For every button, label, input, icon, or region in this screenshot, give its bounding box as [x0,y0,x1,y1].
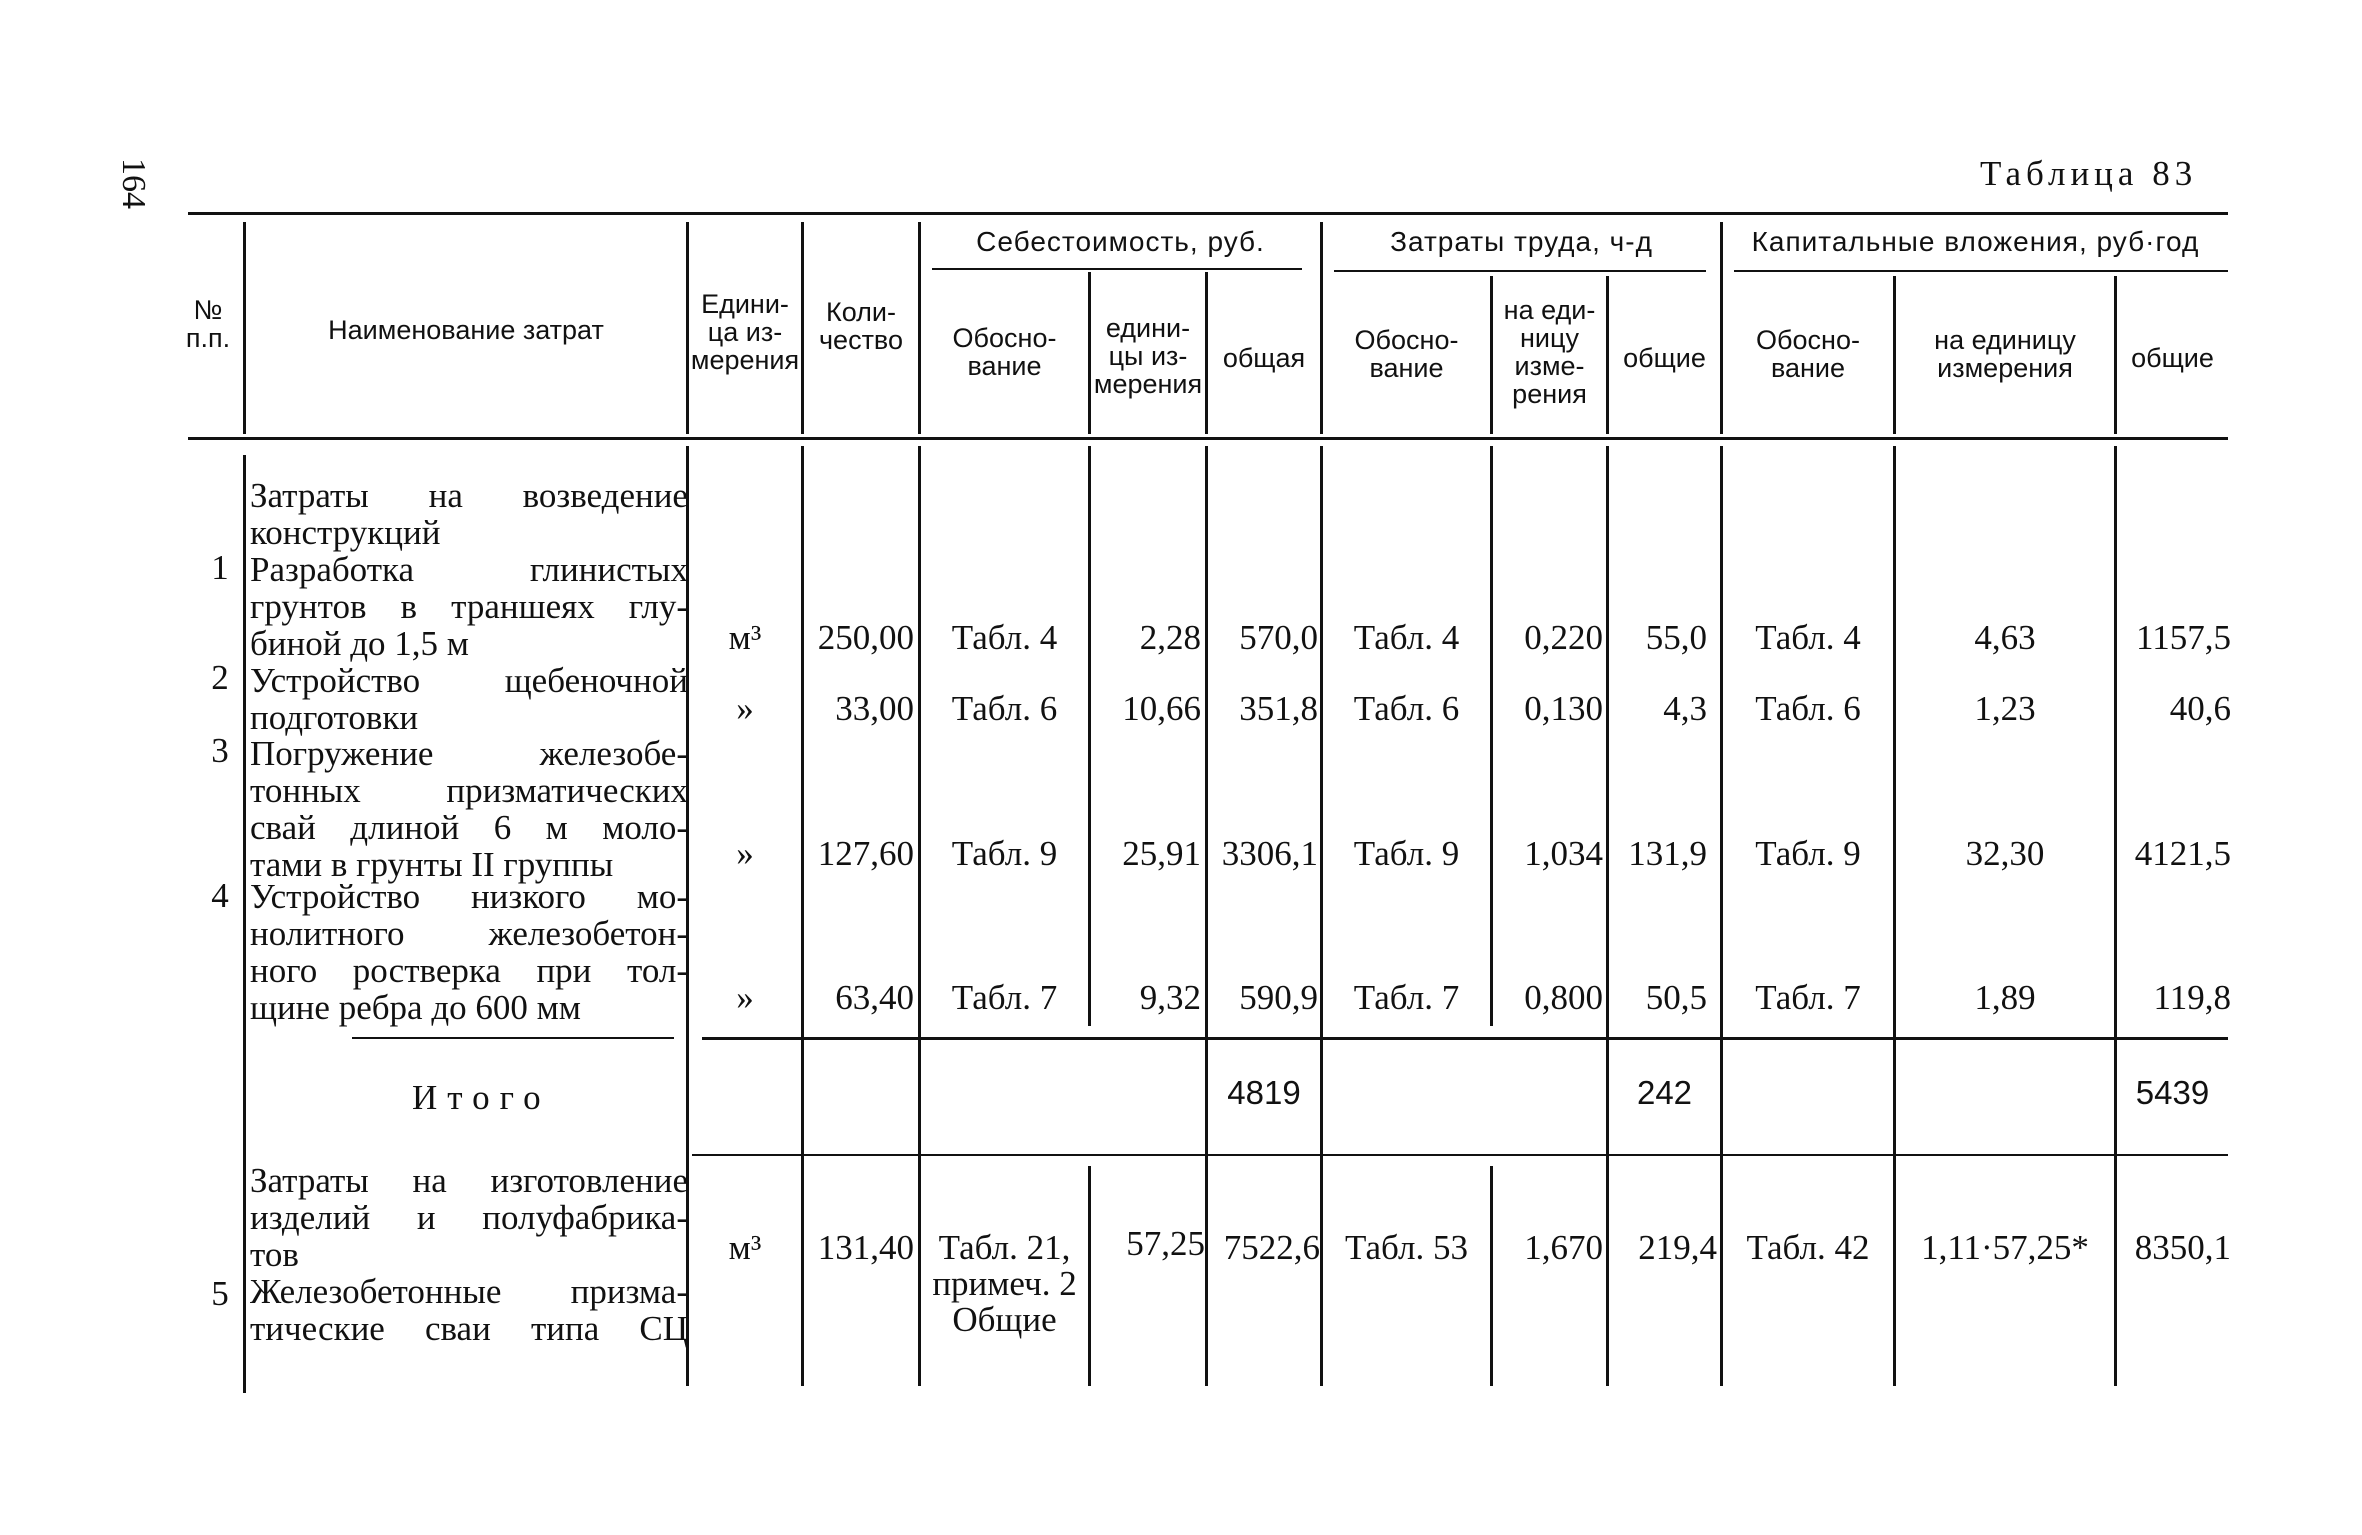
word: на [428,476,463,515]
word: мо- [636,877,688,916]
header-cost-group: Себестоимость, руб. [976,226,1265,257]
row5-cost-basis-line: примеч. 2 [932,1264,1077,1303]
row5-cap-basis: Табл. 42 [1746,1228,1870,1267]
row1-cost-total: 570,0 [1239,618,1318,657]
word: и [416,1198,436,1237]
row4-qty: 63,40 [835,978,914,1017]
row4-name [250,878,688,1026]
row1-cap-total: 1157,5 [2136,618,2231,657]
row3-name-line [250,735,688,772]
word: м [545,808,568,847]
total-cap: 5439 [2135,1074,2210,1111]
header-labor-unit-line: ницу [1520,323,1579,353]
row5-cap-total: 8350,1 [2134,1228,2231,1267]
header-qty-line: чество [818,325,903,355]
row2-name-line [250,662,688,699]
row5-num: 5 [211,1274,229,1313]
word: тол- [627,951,688,990]
word: траншеях [451,587,595,626]
name-total-rule [352,1037,674,1039]
row2-cap-total: 40,6 [2169,689,2231,728]
word: подготовки [250,698,419,737]
word: Затраты [250,476,369,515]
row2-cap-unit: 1,23 [1974,689,2036,728]
row1-name [250,551,688,662]
header-cap-total: общие [2131,343,2214,373]
header-unit-line: мерения [690,345,800,375]
word: низкого [470,877,586,916]
word: щине ребра до 600 мм [250,988,581,1027]
row5-labor-basis: Табл. 53 [1345,1228,1468,1267]
word: железобе- [539,734,688,773]
word: 6 [493,808,512,847]
header-cap-basis-line: Обосно- [1756,325,1860,355]
row5-cap-unit: 1,11·57,25* [1921,1228,2089,1267]
header-unit-line: Едини- [701,289,789,319]
row3-name-line [250,772,688,809]
word: СЦ [639,1309,688,1348]
word: на [412,1161,447,1200]
row1-name-line [250,625,688,662]
row4-cap-total: 119,8 [2153,978,2231,1017]
row3-cap-total: 4121,5 [2134,834,2231,873]
word: свай [250,808,316,847]
row1-name-line [250,588,688,625]
body-vrule-5a [1088,446,1091,1026]
row5-qty: 131,40 [817,1228,914,1267]
row1-labor-total: 55,0 [1645,618,1707,657]
row5-name-line [250,1310,688,1347]
row1-qty: 250,00 [817,618,914,657]
row2-labor-basis: Табл. 6 [1353,689,1460,728]
word: ростверка [352,951,501,990]
word: Погружение [250,734,434,773]
table-top-rule [188,212,2228,215]
row3-cost-unit: 25,91 [1122,834,1201,873]
section1-title-line [250,514,688,551]
row1-name-line [250,551,688,588]
body-vrule-5b [1088,1166,1091,1386]
word: изготовление [490,1161,688,1200]
total-cost: 4819 [1227,1074,1301,1111]
row1-cost-unit: 2,28 [1139,618,1201,657]
header-cost-unit-line: едини- [1105,313,1191,343]
header-labor-group: Затраты труда, ч-д [1390,226,1653,257]
word: Железобетонные [250,1272,502,1311]
header-cost-unit-line: мерения [1093,369,1203,399]
header-cap-basis [1723,326,1893,382]
word: возведение [522,476,688,515]
word: полуфабрика- [482,1198,688,1237]
header-labor-basis-line: Обосно- [1354,325,1459,355]
row3-cap-basis: Табл. 9 [1755,834,1861,873]
row3-cap-unit: 32,30 [1965,834,2045,873]
row2-labor-unit: 0,130 [1524,689,1603,728]
word: глу- [628,587,688,626]
word: железобетон- [488,914,688,953]
group-underline-labor [1334,270,1706,272]
row1-unit: м³ [728,618,762,657]
row3-name [250,735,688,883]
row5-cost-basis [921,1230,1088,1338]
header-unit-line: ца из- [707,317,783,347]
header-cost-basis [921,324,1088,380]
word: типа [530,1309,600,1348]
row1-labor-unit: 0,220 [1524,618,1603,657]
word: в [400,587,418,626]
row3-num: 3 [211,731,229,770]
row5-name [250,1273,688,1347]
header-bottom-rule [188,437,2228,440]
row2-name [250,662,688,736]
section2-title-line [250,1236,688,1273]
header-name: Наименование затрат [328,315,604,345]
row4-cap-basis: Табл. 7 [1755,978,1861,1017]
header-labor-total: общие [1623,343,1706,373]
row4-cost-basis: Табл. 7 [951,978,1058,1017]
header-cap-unit-line: на единицу [1934,325,2076,355]
word: тов [250,1235,299,1274]
table-title: Таблица 83 [1980,154,2198,193]
row3-qty: 127,60 [817,834,914,873]
header-labor-basis [1323,326,1490,382]
row5-unit: м³ [728,1228,762,1267]
row2-unit: » [736,689,754,728]
word: тами в грунты II группы [250,845,614,884]
word: Устройство [250,877,421,916]
row4-labor-basis: Табл. 7 [1353,978,1460,1017]
row1-num: 1 [211,548,229,587]
header-num [170,296,246,352]
row3-labor-total: 131,9 [1628,834,1707,873]
word: Разработка [250,550,415,589]
word: Устройство [250,661,421,700]
header-qty-line: Коли- [826,297,896,327]
row2-cost-basis: Табл. 6 [951,689,1058,728]
word: призматических [446,771,688,810]
row1-cap-basis: Табл. 4 [1755,618,1861,657]
word: конструкций [250,513,441,552]
header-qty [804,298,918,354]
section1-title-line [250,477,688,514]
total-bottom-rule [692,1154,2228,1156]
row4-cost-total: 590,9 [1239,978,1318,1017]
header-num-line: п.п. [185,323,231,353]
word: грунтов [250,587,367,626]
word: тические [250,1309,385,1348]
row3-cost-basis: Табл. 9 [951,834,1058,873]
word: призма- [570,1272,688,1311]
header-cap-group: Капитальные вложения, руб·год [1751,226,2200,257]
row4-labor-total: 50,5 [1645,978,1707,1017]
row4-name-line [250,878,688,915]
row4-unit: » [736,978,754,1017]
row4-labor-unit: 0,800 [1524,978,1603,1017]
body-vrule-8b [1490,1166,1493,1386]
header-cost-basis-line: Обосно- [952,323,1057,353]
row3-labor-unit: 1,034 [1524,834,1603,873]
header-cost-unit-line: цы из- [1108,341,1188,371]
word: при [536,951,592,990]
row5-name-line [250,1273,688,1310]
header-num-line: № [193,295,223,325]
row3-unit: » [736,834,754,873]
header-cost-basis-line: вание [967,351,1042,381]
body-vrule-1 [243,455,246,1393]
row2-num: 2 [211,658,229,697]
word: глинистых [529,550,688,589]
row4-name-line [250,989,688,1026]
row1-cap-unit: 4,63 [1974,618,2036,657]
section2-title [250,1162,688,1273]
word: нолитного [250,914,405,953]
word: длиной [350,808,460,847]
row5-cost-basis-line: Общие [952,1300,1057,1339]
body-vrule-8a [1490,446,1493,1026]
header-labor-unit-line: рения [1512,379,1587,409]
section1-title [250,477,688,551]
row4-num: 4 [211,876,229,915]
section2-title-line [250,1199,688,1236]
row3-cost-total: 3306,1 [1221,834,1318,873]
row4-name-line [250,952,688,989]
total-labor: 242 [1636,1074,1693,1111]
row5-cost-total: 7522,6 [1223,1228,1320,1267]
header-labor-unit [1493,296,1606,408]
header-labor-unit-line: изме- [1514,351,1585,381]
row2-cost-total: 351,8 [1239,689,1318,728]
row5-labor-unit: 1,670 [1524,1228,1603,1267]
word: биной до 1,5 м [250,624,469,663]
word: изделий [250,1198,371,1237]
row2-cost-unit: 10,66 [1122,689,1201,728]
page-number: 164 [115,158,152,209]
row3-name-line [250,809,688,846]
word: щебеночной [504,661,688,700]
row2-cap-basis: Табл. 6 [1755,689,1861,728]
row1-cost-basis: Табл. 4 [951,618,1058,657]
row2-name-line [250,699,688,736]
section2-title-line [250,1162,688,1199]
row5-cost-basis-line: Табл. 21, [938,1228,1071,1267]
header-cost-unit [1091,314,1205,398]
header-cap-unit [1896,326,2114,382]
section1-bottom-rule [702,1037,2228,1040]
group-underline-cap [1734,270,2228,272]
row4-cap-unit: 1,89 [1974,978,2036,1017]
row3-labor-basis: Табл. 9 [1353,834,1460,873]
row1-labor-basis: Табл. 4 [1353,618,1460,657]
word: тонных [250,771,361,810]
word: Затраты [250,1161,369,1200]
word: ного [250,951,318,990]
row4-cost-unit: 9,32 [1139,978,1201,1017]
row2-qty: 33,00 [835,689,914,728]
row5-labor-total: 219,4 [1638,1228,1717,1267]
total-label: Итого [412,1078,551,1117]
header-unit [689,290,801,374]
row4-name-line [250,915,688,952]
row5-cost-unit: 57,25 [1126,1224,1205,1263]
row2-labor-total: 4,3 [1663,689,1707,728]
header-cap-unit-line: измерения [1937,353,2073,383]
word: моло- [602,808,688,847]
header-labor-basis-line: вание [1369,353,1444,383]
header-labor-unit-line: на еди- [1503,295,1596,325]
group-underline-cost [932,268,1302,270]
header-cost-total: общая [1222,343,1306,373]
word: сваи [424,1309,491,1348]
header-cap-basis-line: вание [1770,353,1846,383]
